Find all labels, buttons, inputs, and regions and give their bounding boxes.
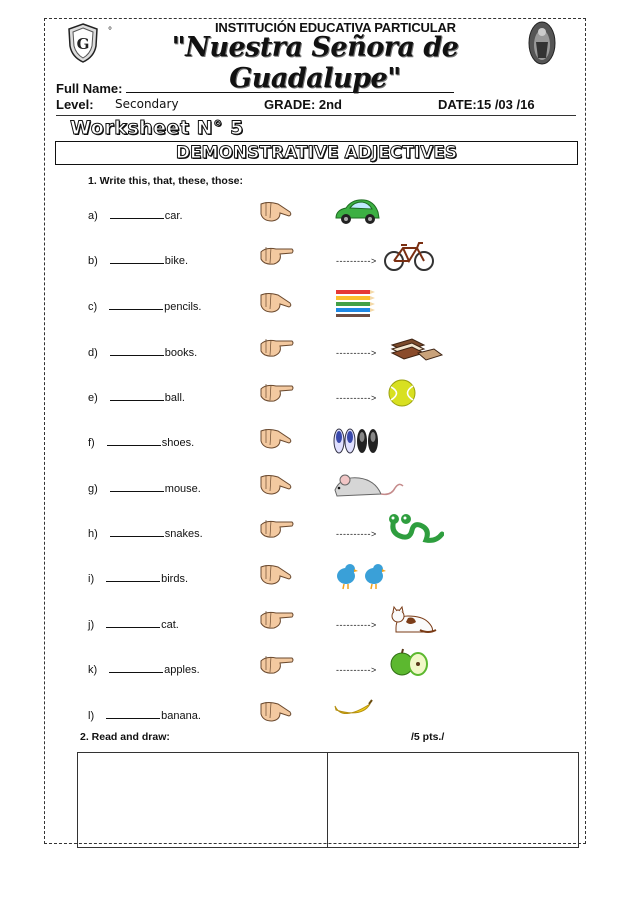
item-letter: g) [88, 483, 98, 495]
shoes-icon [332, 427, 380, 455]
answer-blank[interactable] [110, 482, 164, 492]
pencils-icon [334, 288, 376, 318]
pointing-hand-icon [258, 561, 294, 587]
pointing-hand-icon [258, 380, 294, 406]
pointing-hand-icon [258, 471, 294, 497]
answer-blank[interactable] [106, 709, 160, 719]
exercise-item [88, 482, 201, 495]
bike-icon [383, 240, 435, 272]
item-word: pencils. [164, 301, 202, 313]
item-letter: i) [88, 573, 95, 585]
full-name-label: Full Name: [56, 81, 123, 96]
pointing-hand-icon [258, 652, 294, 678]
item-word: ball. [164, 392, 185, 404]
cat-icon [388, 604, 438, 636]
answer-blank[interactable] [110, 209, 164, 219]
exercise2-instruction: 2. Read and draw: [80, 731, 170, 743]
distance-arrow: ----------> [336, 665, 377, 675]
pointing-hand-icon [258, 243, 294, 269]
virgin-image-icon [526, 20, 558, 66]
pointing-hand-icon [258, 425, 294, 451]
distance-arrow: ----------> [336, 256, 377, 266]
logo-letter: G [76, 35, 90, 53]
item-letter: b) [88, 255, 98, 267]
item-word: banana. [161, 710, 201, 722]
exercise2-points: /5 pts./ [411, 731, 445, 743]
snakes-icon [386, 512, 444, 546]
item-word: mouse. [164, 483, 201, 495]
level-row [56, 97, 576, 113]
degree-mark: ° [108, 26, 112, 37]
pointing-hand-icon [258, 198, 294, 224]
item-letter: h) [88, 528, 98, 540]
car-icon [332, 196, 382, 226]
grade-label: GRADE: 2nd [264, 97, 342, 112]
item-word: birds. [161, 573, 189, 585]
exercise-item [88, 663, 200, 676]
exercise-item [88, 391, 185, 404]
date-label: DATE:15 /03 /16 [438, 97, 535, 112]
birds-icon [332, 560, 388, 590]
exercise-item [88, 254, 188, 267]
item-word: books. [164, 347, 198, 359]
item-word: apples. [164, 664, 200, 676]
item-word: bike. [164, 255, 189, 267]
pointing-hand-icon [258, 698, 294, 724]
item-letter: k) [88, 664, 98, 676]
draw-area-divider [327, 752, 328, 848]
exercise-item [88, 209, 183, 222]
exercise1-instruction: 1. Write this, that, these, those: [88, 175, 243, 187]
pointing-hand-icon [258, 289, 294, 315]
pointing-hand-icon [258, 335, 294, 361]
exercise-item [88, 346, 197, 359]
level-label: Level: [56, 97, 94, 112]
answer-blank[interactable] [110, 391, 164, 401]
exercise-item [88, 618, 179, 631]
item-letter: d) [88, 347, 98, 359]
distance-arrow: ----------> [336, 348, 377, 358]
item-word: snakes. [164, 528, 203, 540]
answer-blank[interactable] [110, 527, 164, 537]
item-word: cat. [161, 619, 179, 631]
school-name: "Nuestra Señora de Guadalupe" [171, 32, 459, 94]
answer-blank[interactable] [110, 346, 164, 356]
distance-arrow: ----------> [336, 393, 377, 403]
topic-title-box [55, 141, 578, 165]
exercise-item [88, 436, 194, 449]
exercise-item [88, 709, 201, 722]
distance-arrow: ----------> [336, 529, 377, 539]
exercise-item [88, 527, 203, 540]
answer-blank[interactable] [109, 663, 163, 673]
answer-blank[interactable] [106, 618, 160, 628]
answer-blank[interactable] [109, 300, 163, 310]
item-letter: e) [88, 392, 98, 404]
item-letter: a) [88, 210, 98, 222]
answer-blank[interactable] [106, 572, 160, 582]
header-divider [56, 115, 576, 116]
answer-blank[interactable] [107, 436, 161, 446]
pointing-hand-icon [258, 607, 294, 633]
item-word: car. [164, 210, 183, 222]
mouse-icon [331, 470, 405, 502]
full-name-line[interactable] [126, 80, 454, 93]
tennis-ball-icon [387, 378, 417, 408]
books-icon [388, 333, 444, 365]
level-value: Secondary [115, 97, 179, 111]
item-letter: j) [88, 619, 95, 631]
distance-arrow: ----------> [336, 620, 377, 630]
apples-icon [389, 648, 429, 678]
topic-title: DEMONSTRATIVE ADJECTIVES [175, 143, 458, 163]
exercise-item [88, 572, 188, 585]
item-letter: f) [88, 437, 95, 449]
pointing-hand-icon [258, 516, 294, 542]
full-name-row [56, 80, 454, 96]
institution-name: INSTITUCIÓN EDUCATIVA PARTICULAR [215, 20, 456, 35]
item-letter: c) [88, 301, 98, 313]
school-logo-left-icon [66, 22, 100, 64]
banana-icon [332, 696, 374, 724]
exercise-item [88, 300, 201, 313]
item-word: shoes. [161, 437, 195, 449]
item-letter: l) [88, 710, 95, 722]
worksheet-title: Worksheet N° 5 [70, 117, 244, 139]
draw-area[interactable] [77, 752, 579, 848]
answer-blank[interactable] [110, 254, 164, 264]
